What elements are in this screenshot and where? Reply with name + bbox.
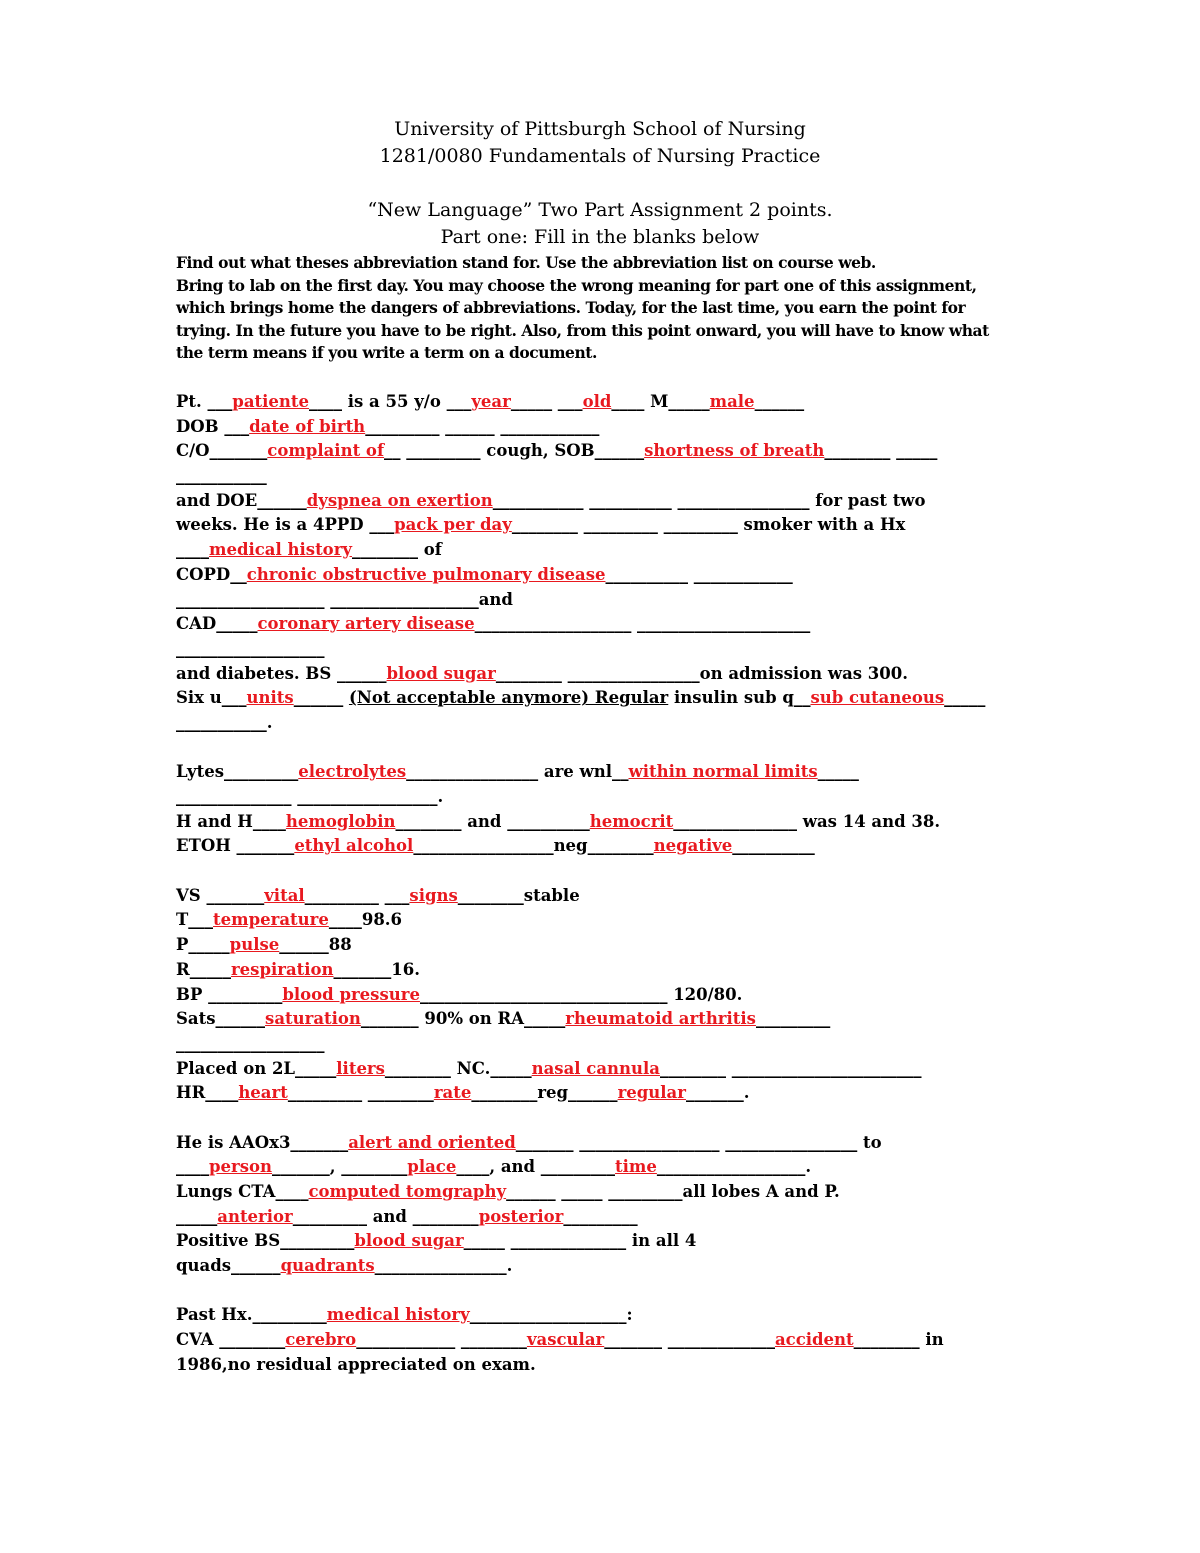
line-quads	[176, 1254, 1056, 1279]
static-text: _____	[176, 1206, 218, 1226]
static-text: P_____	[176, 935, 230, 955]
answer-pulse: pulse	[229, 935, 280, 955]
answer-male: male	[709, 392, 755, 411]
answer-bp: blood pressure	[282, 984, 420, 1004]
line-cad-wrap: __________________	[176, 638, 325, 658]
answer-time: time	[615, 1157, 657, 1177]
line-lytes-wrap: ______________ _________________.	[176, 787, 444, 806]
line-copd	[176, 563, 1056, 588]
static-text: ____	[176, 1157, 209, 1177]
line-ppd	[176, 513, 1056, 538]
static-text: ____ M_____	[611, 392, 710, 411]
answer-old: old	[582, 392, 612, 411]
answer-hct: hemocrit	[589, 811, 674, 831]
answer-accident: accident	[774, 1330, 854, 1350]
answer-ra: rheumatoid arthritis	[565, 1009, 756, 1029]
assignment-title: “New Language” Two Part Assignment 2 points.	[367, 199, 833, 221]
answer-regular: regular	[617, 1083, 686, 1103]
answer-doe: dyspnea on exertion	[306, 490, 493, 510]
static-text: ________________ are wnl__	[406, 762, 629, 782]
static-text: ______	[293, 688, 349, 708]
line-temp	[176, 908, 1056, 933]
static-text: quads______	[176, 1256, 281, 1276]
line-hh	[176, 810, 1056, 835]
static-text: ________ of	[351, 540, 442, 560]
instruction-line: trying. In the future you have to be right. Also, from this point onward, you will have to know what	[176, 320, 989, 340]
static-text: Sats______	[176, 1009, 266, 1029]
answer-signs: signs	[409, 885, 458, 905]
static-text: BP _________	[176, 984, 283, 1004]
static-text: ________ and __________	[395, 811, 590, 831]
answer-bs: blood sugar	[386, 663, 496, 683]
instruction-line: which brings home the dangers of abbreviations. Today, for the last time, you earn the point for	[176, 298, 966, 317]
static-text: __________________.	[656, 1157, 812, 1177]
university-title: University of Pittsburgh School of Nursing	[394, 118, 806, 140]
static-text: _______, ________	[272, 1157, 408, 1177]
static-text: ________ _____	[824, 441, 938, 461]
answer-temp: temperature	[213, 910, 329, 930]
static-text: insulin sub q__	[668, 688, 811, 708]
answer-posterior: posterior	[478, 1206, 564, 1226]
static-text: COPD__	[176, 564, 247, 584]
answer-person: person	[209, 1157, 273, 1177]
static-text: _________ ________	[287, 1083, 434, 1103]
line-bs	[176, 662, 1056, 687]
answer-subq: sub cutaneous	[810, 688, 945, 708]
answer-ppd: pack per day	[394, 515, 512, 535]
static-text: H and H____	[176, 811, 286, 831]
static-text: ___________________ _____________________	[474, 614, 811, 634]
static-text: ________ in	[853, 1330, 944, 1350]
static-text: Placed on 2L_____	[176, 1058, 337, 1078]
line-bowel-sounds	[176, 1229, 1056, 1254]
static-text: HR____	[176, 1083, 239, 1103]
static-text: VS _______	[176, 885, 265, 905]
static-text: _______ _________________ ________________ to	[515, 1132, 882, 1152]
answer-aao: alert and oriented	[348, 1132, 516, 1152]
static-text: _________	[755, 1009, 831, 1029]
static-text: ____, and _________	[456, 1157, 616, 1177]
static-text: _____ ___	[510, 392, 583, 411]
static-text: ______88	[279, 935, 352, 955]
answer-dob: date of birth	[249, 416, 366, 436]
static-text: ________ _________ _________ smoker with a Hx	[511, 515, 906, 535]
static-text: _______ 90% on RA_____	[360, 1009, 566, 1029]
answer-lytes: electrolytes	[298, 762, 407, 782]
line-dob	[176, 415, 1056, 440]
line-co-wrap: ___________	[176, 466, 267, 486]
static-text: Past Hx._________	[176, 1305, 327, 1325]
line-copd-wrap: __________________ __________________and	[176, 589, 513, 609]
answer-cad: coronary artery disease	[257, 614, 475, 634]
static-text: _________	[563, 1206, 638, 1226]
static-text: __________	[732, 836, 815, 856]
answer-resp: respiration	[230, 959, 334, 979]
static-text: ____ is a 55 y/o ___	[309, 392, 472, 411]
static-text: ____________ ________	[356, 1330, 527, 1350]
static-text: Lytes_________	[176, 762, 299, 782]
static-text: Six u___	[176, 688, 247, 708]
static-text: Lungs CTA____	[176, 1182, 309, 1201]
answer-liters: liters	[336, 1058, 385, 1078]
static-text: weeks. He is a 4PPD ___	[176, 515, 395, 535]
document-header	[0, 116, 1200, 251]
static-text: _________ ______ ____________	[365, 416, 600, 436]
static-text: ____	[176, 540, 209, 560]
line-sats	[176, 1007, 1056, 1032]
static-text: _________________neg________	[413, 836, 654, 856]
fill-in-body	[176, 390, 1056, 1378]
static-text: ____98.6	[328, 910, 403, 930]
answer-units: units	[246, 688, 294, 708]
line-hx	[176, 538, 1056, 563]
answer-copd: chronic obstructive pulmonary disease	[246, 564, 606, 584]
answer-cta: computed tomgraphy	[308, 1182, 507, 1201]
answer-quads: quadrants	[280, 1256, 375, 1276]
static-text: ________ _______________________	[659, 1058, 922, 1078]
static-text: R_____	[176, 959, 231, 979]
static-text: _____ ______________ in all 4	[463, 1231, 697, 1251]
answer-hx: medical history	[209, 540, 352, 560]
answer-place: place	[407, 1157, 457, 1177]
answer-vital: vital	[264, 885, 305, 905]
line-units	[176, 686, 1056, 711]
line-co	[176, 439, 1056, 464]
answer-rate: rate	[433, 1083, 472, 1103]
line-cva-wrap: 1986,no residual appreciated on exam.	[176, 1354, 536, 1374]
line-bp	[176, 983, 1056, 1008]
static-text: T___	[176, 910, 214, 930]
static-text: __ _________ cough, SOB______	[384, 441, 645, 461]
units-note: (Not acceptable anymore) Regular	[348, 688, 669, 708]
line-cta	[176, 1180, 1056, 1205]
static-text: and diabetes. BS ______	[176, 663, 387, 683]
answer-nc: nasal cannula	[531, 1058, 660, 1078]
instruction-line: the term means if you write a term on a document.	[176, 343, 597, 362]
static-text: C/O_______	[176, 441, 268, 461]
line-lytes	[176, 760, 1056, 785]
static-text: ______ _____ _________all lobes A and P.	[506, 1182, 840, 1201]
static-text: __________ ____________	[605, 564, 793, 584]
static-text: CAD_____	[176, 614, 258, 634]
line-past-hx	[176, 1303, 1056, 1328]
line-pulse	[176, 933, 1056, 958]
instruction-line: Find out what theses abbreviation stand for. Use the abbreviation list on course web.	[176, 253, 876, 272]
line-sats-wrap: __________________	[176, 1033, 325, 1053]
static-text: _______.	[685, 1083, 750, 1103]
answer-hgb: hemoglobin	[285, 811, 396, 831]
course-title: 1281/0080 Fundamentals of Nursing Practice	[379, 145, 821, 167]
answer-year: year	[471, 392, 511, 411]
line-subq-wrap: ___________.	[176, 712, 273, 732]
static-text: _______________ was 14 and 38.	[673, 811, 941, 831]
line-vs	[176, 884, 1056, 909]
static-text: _______16.	[333, 959, 420, 979]
line-patient	[176, 390, 1056, 415]
answer-cerebro: cerebro	[285, 1330, 357, 1350]
answer-sats: saturation	[265, 1009, 361, 1029]
answer-co: complaint of	[267, 441, 385, 461]
line-ap	[176, 1205, 1056, 1230]
line-hr	[176, 1081, 1056, 1106]
line-doe	[176, 489, 1056, 514]
answer-anterior: anterior	[217, 1206, 293, 1226]
answer-neg: negative	[653, 836, 733, 856]
static-text: DOB ___	[176, 416, 250, 436]
line-resp	[176, 958, 1056, 983]
line-orientation	[176, 1155, 1056, 1180]
answer-pasthx: medical history	[326, 1305, 470, 1325]
static-text: ______________________________ 120/80.	[419, 984, 743, 1004]
static-text: _____	[817, 762, 859, 782]
static-text: ________stable	[457, 885, 580, 905]
part-title: Part one: Fill in the blanks below	[440, 226, 760, 248]
instruction-line: Bring to lab on the first day. You may choose the wrong meaning for part one of this assignment,	[176, 275, 977, 295]
static-text: _____	[944, 688, 986, 708]
static-text: _________ ___	[304, 885, 410, 905]
answer-heart: heart	[238, 1083, 288, 1103]
line-etoh	[176, 834, 1056, 859]
static-text: ________ ________________on admission was 300.	[495, 663, 908, 683]
static-text: and DOE______	[176, 490, 307, 510]
static-text: Pt. ___	[176, 392, 233, 411]
static-text: CVA ________	[176, 1330, 286, 1350]
answer-sob: shortness of breath	[644, 441, 825, 461]
static-text: He is AAOx3_______	[176, 1132, 349, 1152]
static-text: ___________ __________ ________________ for past two	[492, 490, 926, 510]
line-cva	[176, 1328, 1056, 1353]
answer-bs2: blood sugar	[354, 1231, 464, 1251]
answer-vascular: vascular	[526, 1330, 605, 1350]
static-text: ______	[754, 392, 805, 411]
answer-patient: patiente	[232, 392, 310, 411]
line-aao	[176, 1131, 1056, 1156]
instructions	[176, 252, 1046, 365]
line-cad	[176, 612, 1056, 637]
answer-wnl: within normal limits	[628, 762, 818, 782]
line-oxygen	[176, 1057, 1056, 1082]
static-text: ETOH _______	[176, 836, 295, 856]
static-text: Positive BS_________	[176, 1231, 355, 1251]
static-text: ________ NC._____	[384, 1058, 532, 1078]
static-text: ___________________:	[469, 1305, 633, 1325]
static-text: ________________.	[374, 1256, 513, 1276]
static-text: _________ and ________	[292, 1206, 479, 1226]
static-text: ________reg______	[471, 1083, 618, 1103]
static-text: _______ _____________	[604, 1330, 775, 1350]
answer-etoh: ethyl alcohol	[294, 836, 414, 856]
